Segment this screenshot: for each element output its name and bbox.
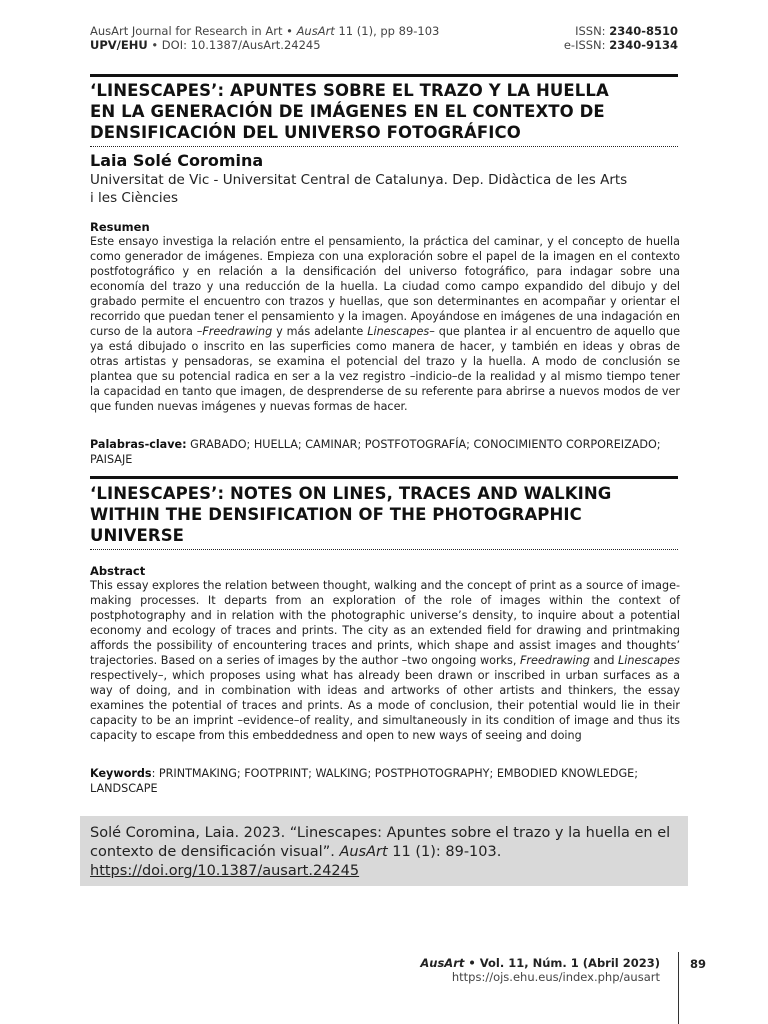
citation-text: Solé Coromina, Laia. 2023. “Linescapes: Apuntes sobre el trazo y la huella en el contexto de densificación visual”. — [90, 825, 671, 860]
title-rule-top — [90, 74, 678, 77]
eissn: 2340-9134 — [609, 38, 678, 52]
abstract-heading: Abstract — [90, 564, 146, 578]
footer-url[interactable]: https://ojs.ehu.eus/index.php/ausart — [451, 970, 660, 984]
title-es-line1: ‘LINESCAPES’: APUNTES SOBRE EL TRAZO Y LA HUELLA — [90, 81, 609, 100]
keywords — [90, 766, 680, 796]
page-number: 89 — [690, 957, 707, 971]
palabras-clave — [90, 437, 680, 467]
title-en-line2: WITHIN THE DENSIFICATION OF THE PHOTOGRAPHIC — [90, 505, 582, 524]
journal-italic: AusArt — [296, 24, 335, 38]
palabras-label: Palabras-clave: — [90, 438, 187, 451]
running-header-left: AusArt Journal for Research in Art • AusArt 11 (1), pp 89-103 UPV/EHU • DOI: 10.1387/AusArt.24245 — [90, 24, 440, 52]
issue-ref: 11 (1), pp 89-103 — [338, 24, 440, 38]
citation-doi-link[interactable]: https://doi.org/10.1387/ausart.24245 — [90, 863, 360, 879]
citation-box — [80, 816, 688, 886]
title-spanish — [90, 80, 690, 143]
affiliation-line2: i les Ciències — [90, 190, 178, 206]
eissn-label: e-ISSN: — [563, 38, 606, 52]
title-es-line3: DENSIFICACIÓN DEL UNIVERSO FOTOGRÁFICO — [90, 123, 521, 142]
footer-divider — [678, 952, 679, 1024]
abstract-text: This essay explores the relation between thought, walking and the concept of print as a source of image-making processes. It departs from an exploration of the role of images within the context of postphotography and in relation with the photographic universe’s density, to inquire about a potential economy and ecology of traces and prints. The city as an extended field for drawing and printmaking affords the possibility of encountering traces and prints, which shape and assist images and thoughts’ trajectories. Based on a series of images by the author –two ongoing works, Freedrawing and Linescapes respectively–, which proposes using what has already been drawn or inscribed in urban surfaces as a way of doing, and in combination with ideas and artworks of other artists and thinkers, the essay examines the potential of traces and prints. As a mode of conclusion, their potential would lie in their capacity to be an imprint –evidence–of reality, and simultaneously in its condition of image and thus its capacity to escape from this embeddedness and open to new ways of seeing and doing — [90, 579, 681, 742]
keywords-label: Keywords — [90, 767, 152, 780]
title-dotted-rule — [90, 146, 678, 147]
title-english — [90, 483, 690, 546]
title-en-dotted-rule — [90, 549, 678, 550]
affiliation — [90, 171, 690, 207]
keywords-value: : PRINTMAKING; FOOTPRINT; WALKING; POSTPHOTOGRAPHY; EMBODIED KNOWLEDGE; LANDSCAPE — [90, 767, 638, 795]
resumen-heading: Resumen — [90, 220, 150, 234]
footer-volume: • Vol. 11, Núm. 1 (Abril 2023) — [464, 956, 660, 970]
affiliation-line1: Universitat de Vic - Universitat Central de Catalunya. Dep. Didàctica de les Arts — [90, 172, 628, 188]
palabras-value: GRABADO; HUELLA; CAMINAR; POSTFOTOGRAFÍA; CONOCIMIENTO CORPOREIZADO; PAISAJE — [90, 438, 661, 466]
citation-journal: AusArt — [339, 844, 388, 860]
author-name: Laia Solé Coromina — [90, 151, 264, 170]
resumen-text: Este ensayo investiga la relación entre el pensamiento, la práctica del caminar, y el concepto de huella como generador de imágenes. Empieza con una exploración sobre el papel de la imagen en el contexto postfotográfico y en relación a la densificación del universo fotográfico, para indagar sobre una economía del trazo y una reducción de la huella. La ciudad como campo expandido del dibujo y del grabado permite el encuentro con trazos y huellas, que son determinantes en acompañar y orientar el recorrido que puedan tener el pensamiento y la imagen. Apoyándose en imágenes de una indagación en curso de la autora –Freedrawing y más adelante Linescapes– que plantea ir al encuentro de aquello que ya está dibujado o inscrito en las superficies como manera de hacer, y también en ideas y obras de otras artistas y pensadoras, se examina el potencial del trazo y la huella. A modo de conclusión se plantea que su potencial radica en ser a la vez registro –indicio–de la realidad y al mismo tiempo tener la capacidad en tanto que imagen, de desprenderse de su referente para abrirse a nuevos modos de ver que funden nuevas imágenes y nuevas formas de hacer. — [90, 235, 680, 413]
title-en-line3: UNIVERSE — [90, 526, 185, 545]
issn: 2340-8510 — [609, 24, 678, 38]
journal-name: AusArt Journal for Research in Art — [90, 24, 283, 38]
issn-label: ISSN: — [575, 24, 606, 38]
footer-journal: AusArt — [420, 956, 465, 970]
title-es-line2: EN LA GENERACIÓN DE IMÁGENES EN EL CONTEXTO DE — [90, 102, 605, 121]
running-footer — [420, 956, 660, 984]
title-en-rule-top — [90, 476, 678, 479]
doi: DOI: 10.1387/AusArt.24245 — [161, 38, 321, 52]
citation-issue: 11 (1): 89-103. — [387, 844, 502, 860]
title-en-line1: ‘LINESCAPES’: NOTES ON LINES, TRACES AND WALKING — [90, 484, 612, 503]
publisher: UPV/EHU — [90, 38, 148, 52]
running-header-right — [564, 24, 678, 52]
